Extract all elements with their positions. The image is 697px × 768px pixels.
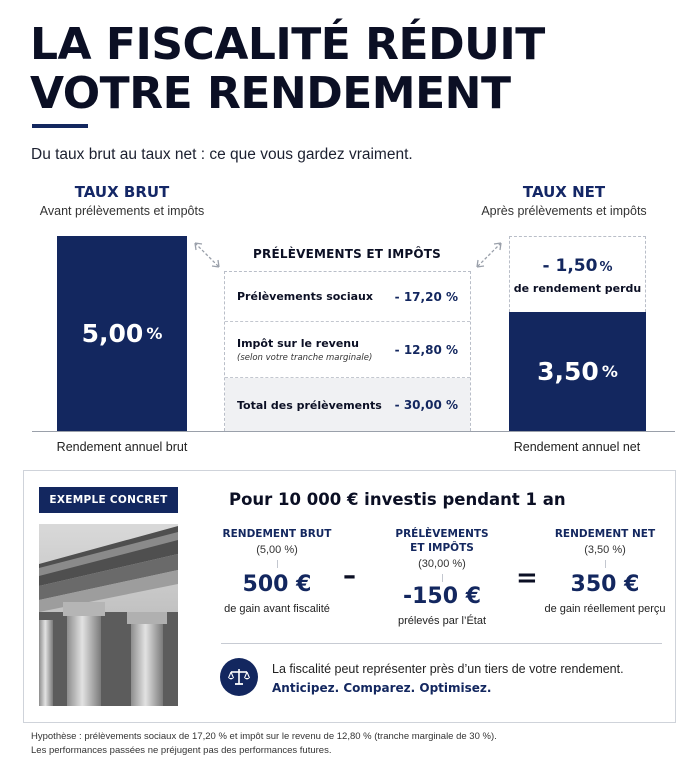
footnote-hypothesis: Hypothèse : prélèvements sociaux de 17,20 % et impôt sur le revenu de 12,80 % (tranche marginale de 30 %). [31,731,497,742]
tax-row [225,272,470,322]
tick-divider [277,560,278,568]
tick-divider [605,560,606,568]
gross-value: 5,00 [81,319,144,348]
gross-caption: Rendement annuel brut [56,440,188,454]
taxes-heading: PRÉLÈVEMENTS ET IMPÔTS [253,247,441,261]
example-gross-amount: 500 € [242,572,312,597]
title-line-1: LA FISCALITÉ RÉDUIT [30,19,545,70]
lost-value: - 1,50 [542,256,598,276]
example-net-amount: 350 € [570,572,640,597]
net-value: 3,50 [537,357,599,386]
example-net-pct: (3,50 %) [584,544,626,556]
tax-row-value: - 12,80 % [394,342,458,357]
net-unit: % [601,362,618,381]
title-underline [32,124,88,128]
tax-row-value: - 17,20 % [394,289,458,304]
lost-return-value [510,256,645,276]
example-taxes-heading [367,527,517,555]
tick-divider [442,574,443,582]
example-badge: EXEMPLE CONCRET [39,487,178,513]
example-net-desc: de gain réellement perçu [544,603,666,615]
tax-row-note: (selon votre tranche marginale) [237,352,373,363]
net-subheading: Après prélèvements et impôts [481,204,647,218]
tax-row-label-text: Impôt sur le revenu [237,336,359,350]
net-caption: Rendement annuel net [513,440,641,454]
page-subtitle: Du taux brut au taux net : ce que vous gardez vraiment. [31,146,413,163]
gross-heading: TAUX BRUT [74,183,170,201]
baseline [32,431,675,432]
example-taxes-pct: (30,00 %) [418,558,466,570]
scale-icon [220,658,258,696]
minus-operator: – [343,561,356,591]
tax-row-label: Prélèvements sociaux [237,290,373,303]
net-bar [509,312,646,431]
lost-unit: % [599,260,613,275]
arrow-diagonal-icon [472,238,506,272]
gross-unit: % [146,324,163,343]
gross-bar [57,236,187,431]
arrow-diagonal-icon [190,238,224,272]
example-title: Pour 10 000 € investis pendant 1 an [229,490,566,509]
tax-row [225,322,470,378]
example-gross-heading: RENDEMENT BRUT [222,528,332,540]
example-divider [221,643,662,644]
tax-total-row [225,378,470,432]
example-taxes-heading-line1: PRÉLÈVEMENTS [395,528,489,540]
example-taxes-desc: prélevés par l’État [397,615,487,627]
example-cta: Anticipez. Comparez. Optimisez. [272,681,492,695]
title-line-2: VOTRE RENDEMENT [30,68,511,119]
example-taxes-heading-line2: ET IMPÔTS [410,542,474,554]
example-net-heading: RENDEMENT NET [554,528,656,540]
example-gross-desc: de gain avant fiscalité [224,603,330,615]
example-gross-pct: (5,00 %) [256,544,298,556]
equals-operator: = [516,563,538,593]
example-message: La fiscalité peut représenter près d’un tiers de votre rendement. [272,662,624,676]
lost-return-box [509,236,646,312]
net-heading: TAUX NET [522,183,606,201]
page-title [30,20,670,118]
tax-row-label [237,337,372,363]
example-gross-column [202,527,352,615]
example-taxes-amount: -150 € [402,584,482,609]
example-taxes-column [367,527,517,627]
tax-total-value: - 30,00 % [394,398,458,412]
gross-subheading: Avant prélèvements et impôts [39,204,205,218]
example-net-column [530,527,680,615]
lost-return-label: de rendement perdu [513,282,642,295]
taxes-table [224,271,471,431]
tax-total-label: Total des prélèvements [237,398,382,412]
footnote-disclaimer: Les performances passées ne préjugent pas des performances futures. [31,745,332,756]
building-illustration [39,524,178,706]
